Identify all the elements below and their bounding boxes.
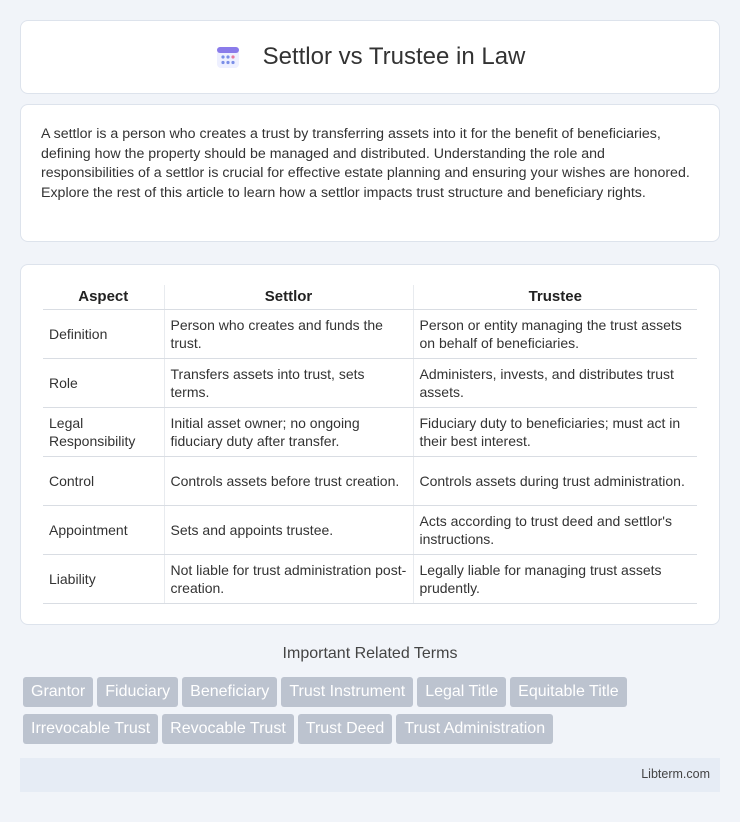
related-term-tag[interactable]: Equitable Title xyxy=(510,677,627,707)
table-cell-settlor: Sets and appoints trustee. xyxy=(164,505,413,554)
table-cell-aspect: Control xyxy=(43,456,164,505)
footer-site-link[interactable]: Libterm.com xyxy=(641,767,710,781)
calendar-icon xyxy=(215,44,241,70)
table-cell-aspect: Appointment xyxy=(43,505,164,554)
related-term-tag[interactable]: Irrevocable Trust xyxy=(23,714,158,744)
table-cell-trustee: Acts according to trust deed and settlor's instructions. xyxy=(413,505,697,554)
table-cell-settlor: Initial asset owner; no ongoing fiduciary duty after transfer. xyxy=(164,407,413,456)
table-cell-settlor: Controls assets before trust creation. xyxy=(164,456,413,505)
table-cell-trustee: Controls assets during trust administration. xyxy=(413,456,697,505)
table-cell-aspect: Liability xyxy=(43,554,164,603)
related-term-tag[interactable]: Legal Title xyxy=(417,677,506,707)
related-term-tag[interactable]: Trust Administration xyxy=(396,714,553,744)
table-row xyxy=(43,505,697,554)
header-card xyxy=(20,20,720,94)
table-cell-settlor: Not liable for trust administration post-creation. xyxy=(164,554,413,603)
table-cell-aspect: Legal Responsibility xyxy=(43,407,164,456)
column-header-aspect: Aspect xyxy=(43,285,164,309)
table-cell-settlor: Transfers assets into trust, sets terms. xyxy=(164,358,413,407)
related-term-tag[interactable]: Beneficiary xyxy=(182,677,277,707)
table-row xyxy=(43,554,697,603)
table-cell-trustee: Fiduciary duty to beneficiaries; must act in their best interest. xyxy=(413,407,697,456)
table-cell-aspect: Role xyxy=(43,358,164,407)
comparison-table-card xyxy=(20,264,720,625)
page-title: Settlor vs Trustee in Law xyxy=(262,43,526,70)
related-term-tag[interactable]: Fiduciary xyxy=(97,677,178,707)
table-row xyxy=(43,407,697,456)
table-cell-trustee: Legally liable for managing trust assets prudently. xyxy=(413,554,697,603)
column-header-trustee: Trustee xyxy=(413,285,697,309)
column-header-settlor: Settlor xyxy=(164,285,413,309)
related-term-tag[interactable]: Trust Instrument xyxy=(281,677,413,707)
related-term-tag[interactable]: Grantor xyxy=(23,677,93,707)
related-term-tag[interactable]: Trust Deed xyxy=(298,714,393,744)
related-terms-list xyxy=(23,677,723,751)
table-row xyxy=(43,456,697,505)
table-cell-aspect: Definition xyxy=(43,309,164,358)
comparison-table xyxy=(43,285,697,604)
table-cell-trustee: Person or entity managing the trust assets on behalf of beneficiaries. xyxy=(413,309,697,358)
table-row xyxy=(43,309,697,358)
table-header-row xyxy=(43,285,697,309)
table-cell-settlor: Person who creates and funds the trust. xyxy=(164,309,413,358)
intro-text: A settlor is a person who creates a trust by transferring assets into it for the benefit of beneficiaries, defining how the property should be managed and distributed. Understanding the role and responsibilities of a settlor is crucial for effective estate planning and ensuring your wishes are honored. Explore the rest of this article to learn how a settlor impacts trust structure and beneficiary rights. xyxy=(41,126,690,201)
footer xyxy=(20,758,720,792)
table-row xyxy=(43,358,697,407)
related-terms-title: Important Related Terms xyxy=(282,645,458,662)
related-term-tag[interactable]: Revocable Trust xyxy=(162,714,294,744)
intro-card xyxy=(20,104,720,242)
table-cell-trustee: Administers, invests, and distributes trust assets. xyxy=(413,358,697,407)
